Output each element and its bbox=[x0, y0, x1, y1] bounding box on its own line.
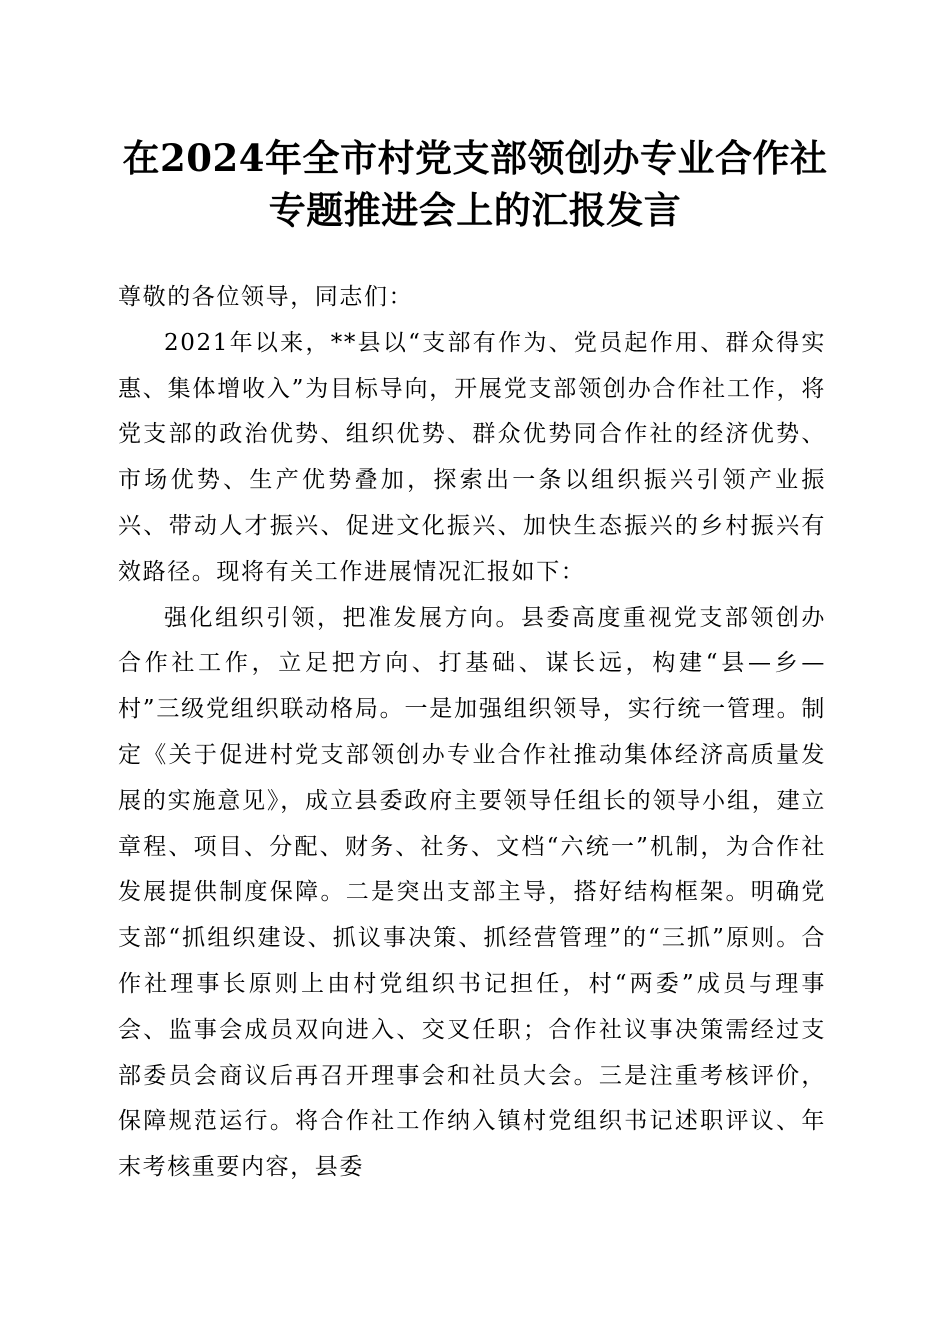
paragraph-intro: 2021年以来，**县以“支部有作为、党员起作用、群众得实惠、集体增收入”为目标导向，开展党支部领创办合作社工作，将党支部的政治优势、组织优势、群众优势同合作社的经济优势、市场优势、生产优势叠加，探索出一条以组织振兴引领产业振兴、带动人才振兴、促进文化振兴、加快生态振兴的乡村振兴有效路径。现将有关工作进展情况汇报如下： bbox=[118, 329, 826, 585]
document-body bbox=[118, 275, 826, 1191]
salutation: 尊敬的各位领导，同志们： bbox=[118, 284, 414, 310]
paragraph-organization: 强化组织引领，把准发展方向。县委高度重视党支部领创办合作社工作，立足把方向、打基础、谋长远，构建“县—乡—村”三级党组织联动格局。一是加强组织领导，实行统一管理。制定《关于促进村党支部领创办专业合作社推动集体经济高质量发展的实施意见》，成立县委政府主要领导任组长的领导小组，建立章程、项目、分配、财务、社务、文档“六统一”机制，为合作社发展提供制度保障。二是突出支部主导，搭好结构框架。明确党支部“抓组织建设、抓议事决策、抓经营管理”的“三抓”原则。合作社理事长原则上由村党组织书记担任，村“两委”成员与理事会、监事会成员双向进入、交叉任职；合作社议事决策需经过支部委员会商议后再召开理事会和社员大会。三是注重考核评价，保障规范运行。将合作社工作纳入镇村党组织书记述职评议、年末考核重要内容，县委 bbox=[118, 604, 826, 1181]
document-title: 在2024年全市村党支部领创办专业合作社专题推进会上的汇报发言 bbox=[122, 136, 828, 232]
